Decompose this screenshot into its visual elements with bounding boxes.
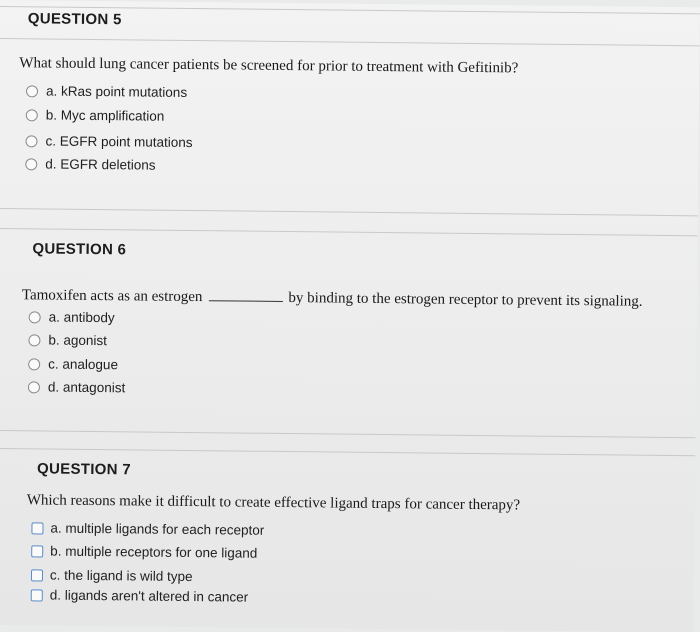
fill-in-blank <box>208 288 282 302</box>
checkbox[interactable] <box>31 569 43 581</box>
question-5-text: What should lung cancer patients be screened for prior to treatment with Gefitinib? <box>19 55 519 77</box>
radio-button[interactable] <box>25 135 37 147</box>
option-label: a. kRas point mutations <box>45 83 188 100</box>
divider <box>0 430 695 438</box>
radio-button[interactable] <box>26 109 38 121</box>
option-label: a. antibody <box>48 309 115 326</box>
divider <box>0 208 698 216</box>
question-5-heading: QUESTION 5 <box>27 10 122 29</box>
option-label: c. analogue <box>48 356 119 373</box>
q7-option-d[interactable] <box>31 587 249 604</box>
q5-option-c[interactable] <box>25 133 192 150</box>
q6-option-c[interactable] <box>28 356 118 372</box>
radio-button[interactable] <box>26 85 38 97</box>
radio-button[interactable] <box>28 381 40 393</box>
option-label: c. the ligand is wild type <box>49 567 193 585</box>
question-7-text: Which reasons make it difficult to create effective ligand traps for cancer therapy? <box>26 492 521 514</box>
option-label: d. ligands aren't altered in cancer <box>49 587 249 605</box>
divider <box>0 448 695 456</box>
question-6-text-after: by binding to the estrogen receptor to prevent its signaling. <box>288 290 643 310</box>
option-label: a. multiple ligands for each receptor <box>50 520 265 538</box>
radio-button[interactable] <box>25 158 37 170</box>
q7-option-a[interactable] <box>31 520 264 537</box>
question-6-heading: QUESTION 6 <box>32 240 127 259</box>
q6-option-a[interactable] <box>29 309 115 325</box>
option-label: d. antagonist <box>47 379 126 396</box>
question-7-heading: QUESTION 7 <box>37 460 132 479</box>
question-6-text <box>22 286 643 310</box>
checkbox[interactable] <box>31 522 43 534</box>
q6-option-b[interactable] <box>28 332 107 348</box>
q7-option-c[interactable] <box>31 567 193 584</box>
radio-button[interactable] <box>29 311 41 323</box>
divider <box>0 228 698 236</box>
option-label: b. Myc amplification <box>45 107 165 124</box>
question-6-text-before: Tamoxifen acts as an estrogen <box>21 287 203 306</box>
checkbox[interactable] <box>31 589 43 601</box>
q5-option-b[interactable] <box>26 107 165 123</box>
q5-option-d[interactable] <box>25 156 155 172</box>
radio-button[interactable] <box>28 358 40 370</box>
option-label: c. EGFR point mutations <box>45 133 193 151</box>
q5-option-a[interactable] <box>26 83 187 100</box>
q7-option-b[interactable] <box>31 543 257 560</box>
option-label: b. multiple receptors for one ligand <box>50 543 258 561</box>
radio-button[interactable] <box>28 334 40 346</box>
q6-option-d[interactable] <box>28 379 125 395</box>
option-label: d. EGFR deletions <box>45 156 156 173</box>
checkbox[interactable] <box>31 545 43 557</box>
divider <box>0 38 700 46</box>
option-label: b. agonist <box>48 332 108 349</box>
